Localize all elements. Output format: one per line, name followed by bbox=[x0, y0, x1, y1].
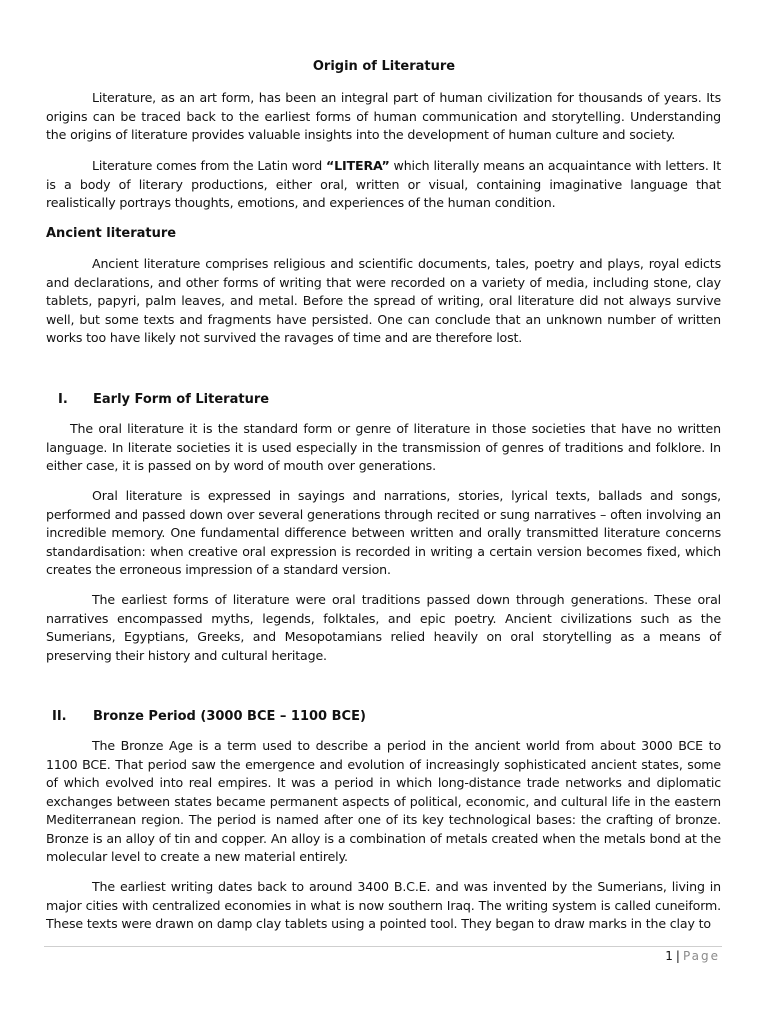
footer-divider bbox=[44, 946, 722, 947]
section-title: Early Form of Literature bbox=[93, 392, 270, 407]
section-2-paragraph-1: The Bronze Age is a term used to describe a period in the ancient world from about 3000 BCE to 1100 BCE. That period saw the emergence and evolution of increasingly sophisticated ancient states, some of which evolved into real empires. It was a period in which long-distance trade networks and diplomatic exchanges between states became permanent aspects of political, economic, and cultural life in the eastern Mediterranean region. The period is named after one of its key technological bases: the crafting of bronze. Bronze is an alloy of tin and copper. An alloy is a combination of metals created when the metals bond at the molecular level to create a new material entirely. bbox=[46, 738, 721, 864]
page-footer bbox=[665, 947, 720, 965]
intro-paragraph-2-start: Literature comes from the Latin word bbox=[92, 158, 327, 173]
latin-word-emphasis: “LITERA” bbox=[326, 158, 390, 173]
section-1-paragraph-1: The oral literature it is the standard form or genre of literature in those societies that have no written language. In literate societies it is used especially in the transmission of genres of traditions and folklore. In either case, it is passed on by word of mouth over generations. bbox=[46, 421, 721, 473]
section-number: I. bbox=[58, 392, 68, 407]
page-title: Origin of Literature bbox=[312, 59, 456, 74]
section-1-paragraph-2: Oral literature is expressed in sayings and narrations, stories, lyrical texts, ballads and songs, performed and passed down over several generations through recited or sung narratives – often involving an incredible memory. One fundamental difference between written and orally transmitted literature concerns standardisation: when creative oral expression is recorded in writing a certain version becomes fixed, which creates the erroneous impression of a standard version. bbox=[46, 488, 721, 577]
intro-paragraph-2 bbox=[46, 157, 721, 213]
ancient-literature-paragraph: Ancient literature comprises religious and scientific documents, tales, poetry and plays, royal edicts and declarations, and other forms of writing that were recorded on a variety of media, including stone, clay tablets, papyri, palm leaves, and metal. Before the spread of writing, oral literature did not always survive well, but some texts and fragments have persisted. One can conclude that an unknown number of written works too have likely not survived the ravages of time and are therefore lost. bbox=[46, 256, 721, 345]
section-1-paragraph-3: The earliest forms of literature were oral traditions passed down through generations. These oral narratives encompassed myths, legends, folktales, and epic poetry. Ancient civilizations such as the Sumerians, Egyptians, Greeks, and Mesopotamians relied heavily on oral storytelling as a means of preserving their history and cultural heritage. bbox=[46, 592, 721, 663]
page-label: Page bbox=[682, 949, 720, 963]
section-title: Bronze Period (3000 BCE – 1100 BCE) bbox=[93, 709, 366, 724]
section-number: II. bbox=[52, 709, 67, 724]
intro-paragraph-1: Literature, as an art form, has been an integral part of human civilization for thousands of years. Its origins can be traced back to the earliest forms of human communication and storytelling. Understanding the origins of literature provides valuable insights into the development of human culture and society. bbox=[46, 90, 721, 142]
ancient-literature-heading: Ancient literature bbox=[46, 226, 177, 241]
page-number: 1 bbox=[665, 949, 673, 963]
footer-separator: | bbox=[675, 949, 680, 963]
section-2-paragraph-2: The earliest writing dates back to around 3400 B.C.E. and was invented by the Sumerians, living in major cities with centralized economies in what is now southern Iraq. The writing system is called cuneiform. These texts were drawn on damp clay tablets using a pointed tool. They began to draw marks in the clay to bbox=[46, 879, 721, 931]
intro-paragraph-2-end: which literally means an acquaintance with letters. It is a body of literary productions, either oral, written or visual, containing imaginative language that realistically portrays thoughts, emotions, and experiences of the human condition. bbox=[46, 158, 721, 210]
